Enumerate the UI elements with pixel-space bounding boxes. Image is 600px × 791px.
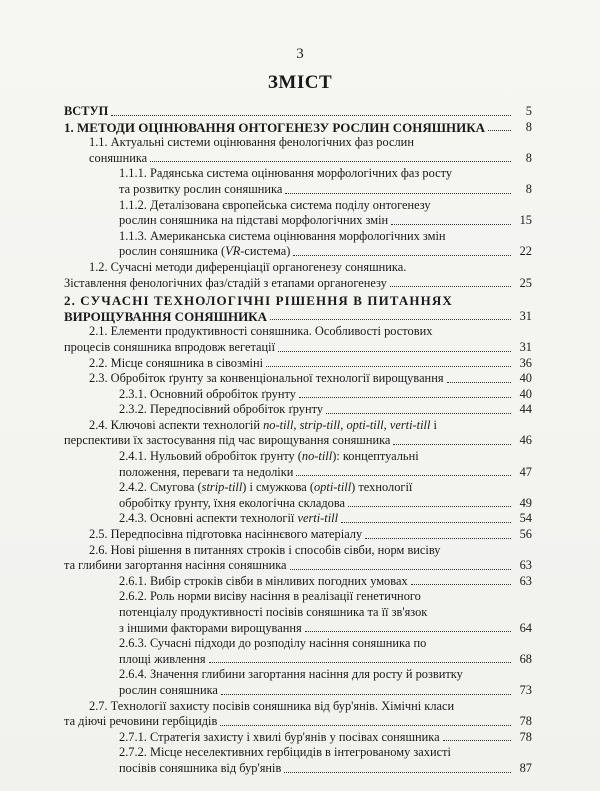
toc-entry-2-6[interactable]: 2.6. Нові рішення в питаннях строків і способів сівби, норм висіву та глибини загортання насіння соняшника 63 xyxy=(64,542,532,573)
toc-page-number: 63 xyxy=(519,558,532,573)
toc-entry-chapter-2[interactable]: 2. СУЧАСНІ ТЕХНОЛОГІЧНІ РІШЕННЯ В ПИТАННЯХ ВИРОЩУВАННЯ СОНЯШНИКА 31 xyxy=(64,293,532,324)
toc-page-number: 56 xyxy=(519,527,532,542)
toc-entry-2-7-2[interactable]: 2.7.2. Місце неселективних гербіцидів в інтегрованому захисті посівів соняшника від бур'янів 87 xyxy=(119,745,532,775)
toc-entry-2-1[interactable]: 2.1. Елементи продуктивності соняшника. Особливості ростових процесів соняшника впродовж вегетації 31 xyxy=(64,324,532,354)
toc-page-number: 22 xyxy=(519,244,532,259)
toc-page-number: 68 xyxy=(519,651,532,666)
toc-page-number: 15 xyxy=(519,213,532,228)
toc-entry-1-1[interactable]: 1.1. Актуальні системи оцінювання фенологічних фаз рослин соняшника 8 xyxy=(89,135,532,165)
dot-leader xyxy=(209,662,511,663)
dot-leader xyxy=(266,366,511,367)
toc-entry-1-2[interactable]: 1.2. Сучасні методи диференціації органогенезу соняшника. Зіставлення фенологічних фаз/стадій з етапами органогенезу 25 xyxy=(64,259,532,290)
dot-leader xyxy=(150,161,511,162)
dot-leader xyxy=(447,382,511,383)
dot-leader xyxy=(270,319,511,320)
toc-page-number: 63 xyxy=(519,573,532,588)
toc-entry-2-6-4[interactable]: 2.6.4. Значення глибини загортання насіння для росту й розвитку рослин соняшника 73 xyxy=(119,667,532,697)
dot-leader xyxy=(284,772,511,773)
toc-page-number: 36 xyxy=(519,355,532,370)
toc-page-number: 54 xyxy=(519,511,532,526)
toc-page-number: 73 xyxy=(519,682,532,697)
dot-leader xyxy=(488,130,511,131)
toc-page-number: 78 xyxy=(519,714,532,729)
toc-entry-1-1-3[interactable]: 1.1.3. Американська система оцінювання морфологічних змін рослин соняшника (VR-система) 22 xyxy=(119,228,532,259)
dot-leader xyxy=(293,255,511,256)
toc-entry-2-7-1[interactable]: 2.7.1. Стратегія захисту і хвилі бур'янів у посівах соняшника 78 xyxy=(119,729,532,744)
toc-entry-intro[interactable]: ВСТУП 5 xyxy=(64,104,532,118)
dot-leader xyxy=(278,351,511,352)
dot-leader xyxy=(348,506,511,507)
toc-entry-2-4[interactable]: 2.4. Ключові аспекти технологій no-till, strip-till, opti-till, verti-till і перспективи їх застосування під час вирощування соняшника 46 xyxy=(64,417,532,448)
dot-leader xyxy=(299,397,511,398)
toc-entry-2-6-1[interactable]: 2.6.1. Вибір строків сівби в мінливих погодних умовах 63 xyxy=(119,573,532,588)
dot-leader xyxy=(296,475,511,476)
toc-page-number: 5 xyxy=(525,104,532,118)
toc-title: ЗМІСТ xyxy=(267,72,333,93)
toc-entry-2-7[interactable]: 2.7. Технології захисту посівів соняшника від бур'янів. Хімічні класи та діючі речовини гербіцидів 78 xyxy=(64,698,532,729)
toc-entry-1-1-2[interactable]: 1.1.2. Деталізована європейська система поділу онтогенезу рослин соняшника на підставі морфологічних змін 15 xyxy=(119,197,532,228)
toc-page-number: 49 xyxy=(519,495,532,510)
toc-page-number: 8 xyxy=(525,150,532,165)
dot-leader xyxy=(391,224,511,225)
page-number: 3 xyxy=(296,46,304,62)
toc-page-number: 46 xyxy=(519,433,532,448)
toc-entry-2-3-2[interactable]: 2.3.2. Передпосівний обробіток ґрунту 44 xyxy=(119,402,532,417)
toc-page-number: 40 xyxy=(519,371,532,386)
toc-entry-2-6-2[interactable]: 2.6.2. Роль норми висіву насіння в реалізації генетичного потенціалу продуктивності посівів соняшника та її зв'язок з іншими факторами вирощування 64 xyxy=(119,589,532,635)
dot-leader xyxy=(365,538,511,539)
toc-entry-2-2[interactable]: 2.2. Місце соняшника в сівозміні 36 xyxy=(89,355,532,370)
dot-leader xyxy=(305,631,511,632)
dot-leader xyxy=(221,694,511,695)
toc-page-number: 8 xyxy=(525,119,532,134)
dot-leader xyxy=(111,115,511,116)
toc-entry-1-1-1[interactable]: 1.1.1. Радянська система оцінювання морфологічних фаз росту та розвитку рослин соняшника 8 xyxy=(119,166,532,196)
dot-leader xyxy=(393,444,511,445)
dot-leader xyxy=(390,286,511,287)
dot-leader xyxy=(220,725,511,726)
toc-page-number: 47 xyxy=(519,464,532,479)
toc-entry-2-4-3[interactable]: 2.4.3. Основні аспекти технології verti-till 54 xyxy=(119,511,532,526)
table-of-contents xyxy=(64,104,532,777)
dot-leader xyxy=(443,740,511,741)
toc-entry-2-5[interactable]: 2.5. Передпосівна підготовка насіннєвого матеріалу 56 xyxy=(89,527,532,542)
toc-page-number: 31 xyxy=(519,339,532,354)
toc-entry-chapter-1[interactable]: 1. МЕТОДИ ОЦІНЮВАННЯ ОНТОГЕНЕЗУ РОСЛИН СОНЯШНИКА 8 xyxy=(64,119,532,135)
toc-page-number: 40 xyxy=(519,386,532,401)
toc-page-number: 31 xyxy=(519,308,532,323)
toc-page-number: 8 xyxy=(525,181,532,196)
toc-page-number: 78 xyxy=(519,729,532,744)
toc-page-number: 44 xyxy=(519,402,532,417)
dot-leader xyxy=(411,584,511,585)
dot-leader xyxy=(285,193,511,194)
toc-page-number: 87 xyxy=(519,760,532,775)
toc-entry-2-4-1[interactable]: 2.4.1. Нульовий обробіток ґрунту (no-till): концептуальні положення, переваги та недоліки 47 xyxy=(119,449,532,479)
toc-entry-2-3-1[interactable]: 2.3.1. Основний обробіток ґрунту 40 xyxy=(119,386,532,401)
toc-page-number: 64 xyxy=(519,620,532,635)
toc-entry-2-6-3[interactable]: 2.6.3. Сучасні підходи до розподілу насіння соняшника по площі живлення 68 xyxy=(119,636,532,666)
dot-leader xyxy=(290,569,511,570)
toc-entry-2-3[interactable]: 2.3. Обробіток ґрунту за конвенціональної технології вирощування 40 xyxy=(89,371,532,386)
toc-page-number: 25 xyxy=(519,275,532,290)
dot-leader xyxy=(341,522,511,523)
toc-entry-2-4-2[interactable]: 2.4.2. Смугова (strip-till) і смужкова (opti-till) технології обробітку ґрунту, їхня екологічна складова 49 xyxy=(119,480,532,510)
dot-leader xyxy=(326,413,511,414)
